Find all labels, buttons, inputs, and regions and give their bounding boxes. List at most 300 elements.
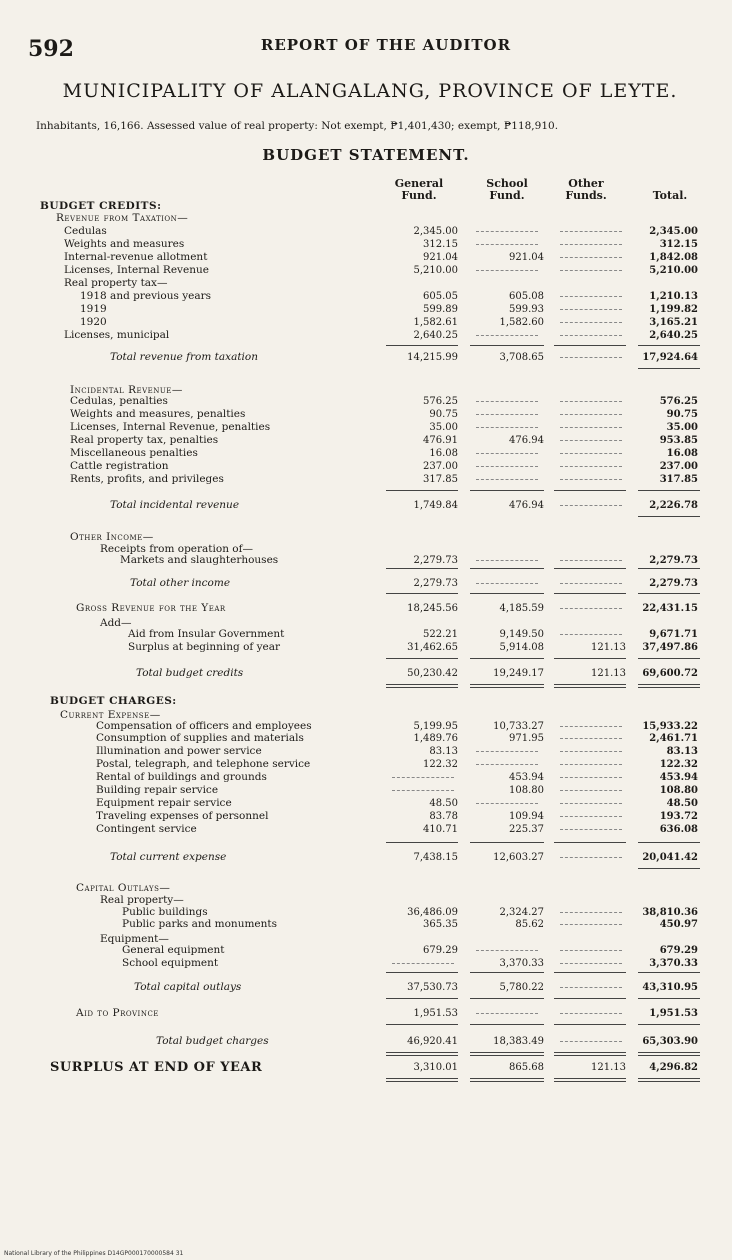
cell-general: 31,462.65 xyxy=(407,642,458,653)
cell-school: 4,185.59 xyxy=(499,603,544,614)
cell-total: 4,296.82 xyxy=(649,1062,698,1073)
empty-cell-dash xyxy=(560,427,622,429)
row-label: Licenses, municipal xyxy=(64,329,170,341)
rule-line xyxy=(386,684,458,688)
empty-cell-dash xyxy=(560,479,622,481)
cell-general: 36,486.09 xyxy=(407,907,458,918)
cell-general: 2,279.73 xyxy=(413,578,458,589)
empty-cell-dash xyxy=(476,950,538,952)
cell-total: 16.08 xyxy=(666,448,698,459)
empty-cell-dash xyxy=(560,401,622,403)
current-expense-row xyxy=(0,798,732,809)
empty-cell-dash xyxy=(476,414,538,416)
rule-line xyxy=(638,593,700,594)
rule-line xyxy=(470,1052,544,1056)
empty-cell-dash xyxy=(560,608,622,610)
row-label: Building repair service xyxy=(96,784,219,796)
col-total-header: Total. xyxy=(652,189,688,202)
row-label: Equipment repair service xyxy=(96,797,232,809)
rule-line xyxy=(470,490,544,491)
rule-line xyxy=(386,1024,458,1025)
rule-line xyxy=(554,998,626,999)
cell-total: 43,310.95 xyxy=(642,982,698,993)
cell-total: 2,279.73 xyxy=(649,555,698,566)
add-row xyxy=(0,642,732,653)
cell-general: 410.71 xyxy=(423,824,458,835)
page-number: 592 xyxy=(28,36,74,62)
incidental-row xyxy=(0,409,732,420)
rule-line xyxy=(554,490,626,491)
cell-total: 2,461.71 xyxy=(649,733,698,744)
cell-general: 83.13 xyxy=(429,746,458,757)
row-label: Aid to Province xyxy=(76,1007,159,1019)
cell-total: 17,924.64 xyxy=(642,352,698,363)
col-other-header: Other Funds. xyxy=(565,177,607,202)
row-label: Aid from Insular Government xyxy=(128,628,285,640)
cell-school: 476.94 xyxy=(509,435,544,446)
empty-cell-dash xyxy=(476,560,538,562)
cell-school: 225.37 xyxy=(509,824,544,835)
running-head: REPORT OF THE AUDITOR xyxy=(260,36,512,54)
rule-line xyxy=(386,490,458,491)
cell-school: 19,249.17 xyxy=(493,668,544,679)
rule-line xyxy=(386,568,458,569)
taxation-row xyxy=(0,317,732,328)
cell-total: 3,370.33 xyxy=(649,958,698,969)
row-label: Cedulas xyxy=(64,225,107,237)
cell-general: 5,199.95 xyxy=(413,721,458,732)
row-label: Weights and measures, penalties xyxy=(70,408,246,420)
cell-total: 2,279.73 xyxy=(649,578,698,589)
empty-cell-dash xyxy=(560,505,622,507)
empty-cell-dash xyxy=(476,270,538,272)
rule-line xyxy=(638,516,700,517)
row-label: Total revenue from taxation xyxy=(110,351,258,363)
rule-line xyxy=(470,658,544,659)
empty-cell-dash xyxy=(560,764,622,766)
surplus-end-row xyxy=(0,1062,732,1073)
current-expense-row xyxy=(0,746,732,757)
empty-cell-dash xyxy=(476,453,538,455)
cell-total: 1,210.13 xyxy=(649,291,698,302)
col-general-header: General Fund. xyxy=(394,177,444,202)
row-label: Cattle registration xyxy=(70,460,169,472)
empty-cell-dash xyxy=(560,634,622,636)
empty-cell-dash xyxy=(392,963,454,965)
empty-cell-dash xyxy=(476,1013,538,1015)
rule-line xyxy=(554,684,626,688)
incidental-row xyxy=(0,448,732,459)
rule-line xyxy=(638,368,700,369)
row-label: School equipment xyxy=(122,957,219,969)
cell-total: 122.32 xyxy=(659,759,698,770)
cell-other: 121.13 xyxy=(591,642,626,653)
cell-total: 2,226.78 xyxy=(649,500,698,511)
cell-total: 679.29 xyxy=(659,945,698,956)
rule-line xyxy=(554,972,626,973)
rule-line xyxy=(470,568,544,569)
row-label: 1918 and previous years xyxy=(80,290,212,302)
empty-cell-dash xyxy=(392,777,454,779)
empty-cell-dash xyxy=(560,803,622,805)
other-income-row xyxy=(0,555,732,566)
empty-cell-dash xyxy=(560,1013,622,1015)
cell-school: 921.04 xyxy=(509,252,544,263)
cell-total: 576.25 xyxy=(659,396,698,407)
empty-cell-dash xyxy=(476,244,538,246)
row-label: Rents, profits, and privileges xyxy=(70,473,224,485)
empty-cell-dash xyxy=(560,560,622,562)
taxation-row xyxy=(0,226,732,237)
rule-line xyxy=(554,1024,626,1025)
cell-general: 522.21 xyxy=(423,629,458,640)
empty-cell-dash xyxy=(392,790,454,792)
total-incidental-row xyxy=(0,500,732,511)
current-expense-row xyxy=(0,733,732,744)
cell-school: 5,780.22 xyxy=(499,982,544,993)
cell-general: 365.35 xyxy=(423,919,458,930)
taxation-row xyxy=(0,252,732,263)
cell-school: 1,582.60 xyxy=(499,317,544,328)
cell-total: 20,041.42 xyxy=(642,852,698,863)
cell-school: 453.94 xyxy=(509,772,544,783)
current-expense-row xyxy=(0,772,732,783)
cell-total: 193.72 xyxy=(659,811,698,822)
cell-total: 90.75 xyxy=(666,409,698,420)
rule-line xyxy=(386,998,458,999)
cell-general: 46,920.41 xyxy=(407,1036,458,1047)
row-label: Contingent service xyxy=(96,823,197,835)
cell-general: 599.89 xyxy=(423,304,458,315)
rule-line xyxy=(554,345,626,346)
row-label: Illumination and power service xyxy=(96,745,262,757)
cell-general: 317.85 xyxy=(423,474,458,485)
empty-cell-dash xyxy=(560,924,622,926)
taxation-row xyxy=(0,265,732,276)
cell-school: 85.62 xyxy=(515,919,544,930)
footer-credit: National Library of the Philippines D14GP000170000584 31 xyxy=(4,1250,184,1257)
cell-other: 121.13 xyxy=(591,1062,626,1073)
cell-total: 83.13 xyxy=(666,746,698,757)
empty-cell-dash xyxy=(560,738,622,740)
rule-line xyxy=(386,972,458,973)
cell-general: 90.75 xyxy=(429,409,458,420)
cell-general: 35.00 xyxy=(429,422,458,433)
cell-school: 10,733.27 xyxy=(493,721,544,732)
rule-line xyxy=(638,1024,700,1025)
rule-line xyxy=(386,345,458,346)
row-label: Total capital outlays xyxy=(134,981,242,993)
taxation-row xyxy=(0,239,732,250)
cell-total: 22,431.15 xyxy=(642,603,698,614)
cell-total: 636.08 xyxy=(659,824,698,835)
cell-general: 476.91 xyxy=(423,435,458,446)
row-label: Licenses, Internal Revenue, penalties xyxy=(70,421,271,433)
rule-line xyxy=(470,972,544,973)
cell-school: 599.93 xyxy=(509,304,544,315)
cell-general: 2,640.25 xyxy=(413,330,458,341)
cell-total: 953.85 xyxy=(659,435,698,446)
cell-school: 12,603.27 xyxy=(493,852,544,863)
rule-line xyxy=(638,658,700,659)
cell-total: 1,951.53 xyxy=(649,1008,698,1019)
cell-total: 35.00 xyxy=(666,422,698,433)
rule-line xyxy=(470,684,544,688)
cell-total: 65,303.90 xyxy=(642,1036,698,1047)
empty-cell-dash xyxy=(560,950,622,952)
row-label: Real property tax, penalties xyxy=(70,434,219,446)
current-expense-row xyxy=(0,759,732,770)
rule-line xyxy=(470,1078,544,1082)
row-label: Markets and slaughterhouses xyxy=(120,554,279,566)
receipts-label: Receipts from operation of— xyxy=(100,543,254,555)
total-taxation-row xyxy=(0,352,732,363)
cell-general: 83.78 xyxy=(429,811,458,822)
empty-cell-dash xyxy=(560,309,622,311)
row-label: Traveling expenses of personnel xyxy=(96,810,269,822)
row-label: Rental of buildings and grounds xyxy=(96,771,267,783)
taxation-row xyxy=(0,291,732,302)
empty-cell-dash xyxy=(560,322,622,324)
cell-total: 237.00 xyxy=(659,461,698,472)
incidental-heading: Incidental Revenue— xyxy=(70,384,183,396)
taxation-row xyxy=(0,278,732,289)
row-label: Real property tax— xyxy=(64,277,168,289)
cell-general: 312.15 xyxy=(423,239,458,250)
cell-general: 1,582.61 xyxy=(413,317,458,328)
add-row xyxy=(0,629,732,640)
empty-cell-dash xyxy=(560,777,622,779)
row-label: Total budget credits xyxy=(136,667,244,679)
empty-cell-dash xyxy=(476,479,538,481)
empty-cell-dash xyxy=(560,1041,622,1043)
incidental-row xyxy=(0,396,732,407)
cell-general: 1,489.76 xyxy=(413,733,458,744)
cell-total: 2,345.00 xyxy=(649,226,698,237)
cell-total: 317.85 xyxy=(659,474,698,485)
row-label: Surplus at beginning of year xyxy=(128,641,281,653)
rule-line xyxy=(554,568,626,569)
row-label: Miscellaneous penalties xyxy=(70,447,198,459)
rule-line xyxy=(470,842,544,843)
row-label: Total other income xyxy=(130,577,231,589)
rule-line xyxy=(638,684,700,688)
cell-total: 312.15 xyxy=(659,239,698,250)
capital-outlays-heading: Capital Outlays— xyxy=(76,882,171,894)
empty-cell-dash xyxy=(560,583,622,585)
rule-line xyxy=(554,593,626,594)
row-label: 1920 xyxy=(80,316,107,328)
cell-general: 50,230.42 xyxy=(407,668,458,679)
equipment-label: Equipment— xyxy=(100,933,169,945)
empty-cell-dash xyxy=(476,335,538,337)
empty-cell-dash xyxy=(476,583,538,585)
row-label: Total budget charges xyxy=(156,1035,269,1047)
cell-total: 3,165.21 xyxy=(649,317,698,328)
cell-total: 37,497.86 xyxy=(642,642,698,653)
taxation-row xyxy=(0,330,732,341)
cell-general: 921.04 xyxy=(423,252,458,263)
empty-cell-dash xyxy=(560,466,622,468)
empty-cell-dash xyxy=(560,963,622,965)
row-label: Total current expense xyxy=(110,851,227,863)
cell-general: 18,245.56 xyxy=(407,603,458,614)
cell-school: 18,383.49 xyxy=(493,1036,544,1047)
cell-school: 971.95 xyxy=(509,733,544,744)
empty-cell-dash xyxy=(560,257,622,259)
budget-charges-heading: BUDGET CHARGES: xyxy=(50,695,177,707)
cell-general: 576.25 xyxy=(423,396,458,407)
cell-general: 16.08 xyxy=(429,448,458,459)
rule-line xyxy=(386,842,458,843)
empty-cell-dash xyxy=(476,231,538,233)
empty-cell-dash xyxy=(560,987,622,989)
empty-cell-dash xyxy=(476,401,538,403)
taxation-heading: Revenue from Taxation— xyxy=(56,212,189,224)
row-label: Licenses, Internal Revenue xyxy=(64,264,209,276)
rule-line xyxy=(554,842,626,843)
empty-cell-dash xyxy=(560,829,622,831)
row-label: Public parks and monuments xyxy=(122,918,277,930)
cell-total: 2,640.25 xyxy=(649,330,698,341)
cell-general: 37,530.73 xyxy=(407,982,458,993)
empty-cell-dash xyxy=(560,270,622,272)
empty-cell-dash xyxy=(560,357,622,359)
row-label: Cedulas, penalties xyxy=(70,395,168,407)
empty-cell-dash xyxy=(560,790,622,792)
current-expense-row xyxy=(0,811,732,822)
empty-cell-dash xyxy=(560,726,622,728)
total-other-income-row xyxy=(0,578,732,589)
cell-school: 476.94 xyxy=(509,500,544,511)
empty-cell-dash xyxy=(560,816,622,818)
rule-line xyxy=(470,998,544,999)
cell-school: 3,708.65 xyxy=(499,352,544,363)
municipality-title: MUNICIPALITY OF ALANGALANG, PROVINCE OF LEYTE. xyxy=(62,80,678,102)
cell-general: 3,310.01 xyxy=(413,1062,458,1073)
statement-title: BUDGET STATEMENT. xyxy=(262,146,470,164)
empty-cell-dash xyxy=(560,453,622,455)
empty-cell-dash xyxy=(476,427,538,429)
empty-cell-dash xyxy=(560,231,622,233)
cell-total: 69,600.72 xyxy=(642,668,698,679)
rule-line xyxy=(386,1052,458,1056)
cell-general: 1,951.53 xyxy=(413,1008,458,1019)
rule-line xyxy=(386,658,458,659)
inhabitants-line: Inhabitants, 16,166. Assessed value of real property: Not exempt, ₱1,401,430; exempt, ₱118,910. xyxy=(36,120,559,132)
incidental-row xyxy=(0,422,732,433)
cell-school: 9,149.50 xyxy=(499,629,544,640)
cell-general: 14,215.99 xyxy=(407,352,458,363)
cell-school: 5,914.08 xyxy=(499,642,544,653)
total-current-row xyxy=(0,852,732,863)
cell-school: 3,370.33 xyxy=(499,958,544,969)
rule-line xyxy=(470,593,544,594)
add-label: Add— xyxy=(100,617,132,629)
row-label: Consumption of supplies and materials xyxy=(96,732,304,744)
budget-credits-heading: BUDGET CREDITS: xyxy=(40,200,162,212)
empty-cell-dash xyxy=(560,244,622,246)
gross-revenue-row xyxy=(0,603,732,614)
total-budget-credits-row xyxy=(0,668,732,679)
cell-general: 605.05 xyxy=(423,291,458,302)
cell-general: 122.32 xyxy=(423,759,458,770)
rule-line xyxy=(554,1078,626,1082)
real-property-label: Real property— xyxy=(100,894,184,906)
rule-line xyxy=(638,568,700,569)
rule-line xyxy=(638,842,700,843)
incidental-row xyxy=(0,474,732,485)
cell-general: 7,438.15 xyxy=(413,852,458,863)
cell-general: 2,279.73 xyxy=(413,555,458,566)
rule-line xyxy=(470,1024,544,1025)
total-capital-row xyxy=(0,982,732,993)
current-expense-row xyxy=(0,785,732,796)
empty-cell-dash xyxy=(560,751,622,753)
row-label: Compensation of officers and employees xyxy=(96,720,312,732)
row-label: Total incidental revenue xyxy=(110,499,240,511)
rule-line xyxy=(638,345,700,346)
empty-cell-dash xyxy=(560,912,622,914)
cell-total: 1,199.82 xyxy=(649,304,698,315)
incidental-row xyxy=(0,435,732,446)
cell-general: 1,749.84 xyxy=(413,500,458,511)
col-school-header: School Fund. xyxy=(486,177,528,202)
cell-general: 5,210.00 xyxy=(413,265,458,276)
row-label: Internal-revenue allotment xyxy=(64,251,208,263)
incidental-row xyxy=(0,461,732,472)
cell-school: 865.68 xyxy=(509,1062,544,1073)
empty-cell-dash xyxy=(560,414,622,416)
current-expense-row xyxy=(0,721,732,732)
rule-line xyxy=(554,658,626,659)
cell-school: 109.94 xyxy=(509,811,544,822)
row-label: General equipment xyxy=(122,944,225,956)
rule-line xyxy=(638,998,700,999)
rule-line xyxy=(638,1078,700,1082)
row-label: Public buildings xyxy=(122,906,208,918)
capital-row xyxy=(0,958,732,969)
empty-cell-dash xyxy=(476,764,538,766)
cell-total: 450.97 xyxy=(659,919,698,930)
cell-total: 9,671.71 xyxy=(649,629,698,640)
cell-total: 15,933.22 xyxy=(642,721,698,732)
cell-school: 605.08 xyxy=(509,291,544,302)
rule-line xyxy=(386,1078,458,1082)
rule-line xyxy=(638,972,700,973)
empty-cell-dash xyxy=(560,335,622,337)
total-budget-charges-row xyxy=(0,1036,732,1047)
row-label: SURPLUS AT END OF YEAR xyxy=(50,1060,263,1075)
rule-line xyxy=(638,868,700,869)
row-label: 1919 xyxy=(80,303,107,315)
empty-cell-dash xyxy=(560,857,622,859)
row-label: Postal, telegraph, and telephone service xyxy=(96,758,311,770)
capital-row xyxy=(0,945,732,956)
aid-to-province-row xyxy=(0,1008,732,1019)
empty-cell-dash xyxy=(476,466,538,468)
cell-general: 48.50 xyxy=(429,798,458,809)
empty-cell-dash xyxy=(560,440,622,442)
cell-total: 38,810.36 xyxy=(642,907,698,918)
cell-other: 121.13 xyxy=(591,668,626,679)
capital-row xyxy=(0,919,732,930)
cell-total: 108.80 xyxy=(659,785,698,796)
rule-line xyxy=(386,593,458,594)
row-label: Gross Revenue for the Year xyxy=(76,602,226,614)
rule-line xyxy=(554,1052,626,1056)
current-expense-heading: Current Expense— xyxy=(60,709,161,721)
